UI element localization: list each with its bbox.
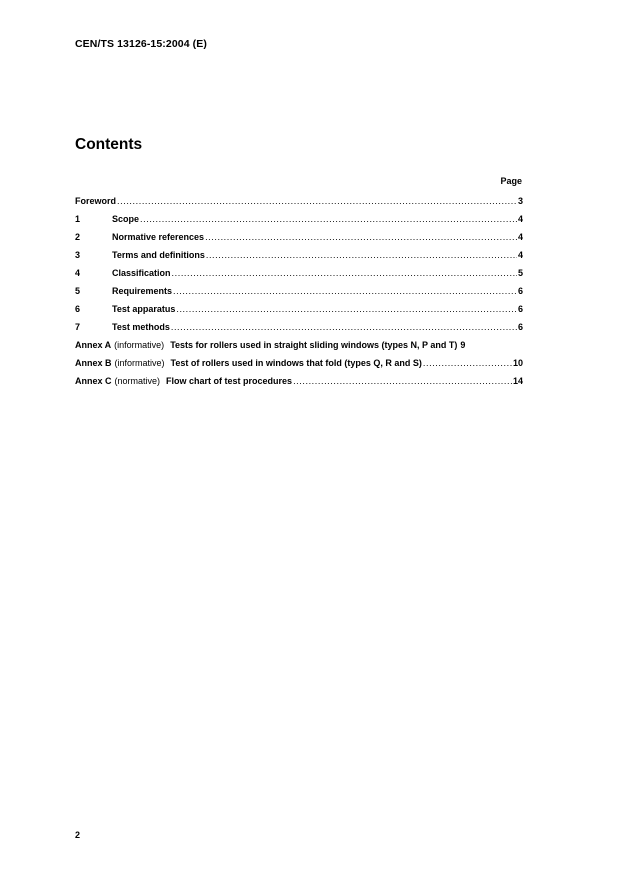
- toc-entry-page: 4: [517, 250, 523, 260]
- toc-entry-title: Test of rollers used in windows that fold (types Q, R and S): [170, 358, 422, 368]
- toc-entry-title: Requirements: [112, 286, 173, 296]
- toc-entry-number: 1: [75, 214, 81, 224]
- annex-type: (informative): [114, 358, 165, 368]
- toc-entry-normative-references[interactable]: [75, 228, 523, 246]
- toc-entry-title: Foreword: [75, 196, 117, 206]
- toc-entry-page: 6: [517, 322, 523, 332]
- annex-label: Annex A: [75, 340, 112, 350]
- toc-entry-number: 7: [75, 322, 81, 332]
- document-header: CEN/TS 13126-15:2004 (E): [75, 38, 207, 50]
- toc-entry-terms-and-definitions[interactable]: [75, 246, 523, 264]
- toc-entry-annex-b[interactable]: [75, 354, 523, 372]
- leader-dots: [423, 354, 512, 372]
- toc-entry-number: 3: [75, 250, 81, 260]
- page-column-label: Page: [500, 176, 522, 186]
- toc-entry-test-apparatus[interactable]: [75, 300, 523, 318]
- leader-dots: [172, 264, 517, 282]
- toc-entry-page: 10: [512, 358, 523, 368]
- table-of-contents: [75, 192, 523, 390]
- toc-entry-page: 3: [517, 196, 523, 206]
- toc-entry-page: 9: [460, 340, 466, 350]
- toc-entry-number: 2: [75, 232, 81, 242]
- toc-entry-page: 5: [517, 268, 523, 278]
- toc-entry-foreword[interactable]: [75, 192, 523, 210]
- annex-label: Annex C: [75, 376, 112, 386]
- toc-entry-classification[interactable]: [75, 264, 523, 282]
- toc-entry-title: Tests for rollers used in straight sliding windows (types N, P and T): [170, 340, 458, 350]
- annex-label: Annex B: [75, 358, 112, 368]
- toc-entry-title: Normative references: [112, 232, 205, 242]
- toc-entry-requirements[interactable]: [75, 282, 523, 300]
- annex-type: (informative): [114, 340, 165, 350]
- toc-entry-title: Classification: [112, 268, 171, 278]
- toc-entry-number: 5: [75, 286, 81, 296]
- leader-dots: [293, 372, 512, 390]
- toc-entry-annex-a[interactable]: [75, 336, 523, 354]
- toc-entry-page: 4: [517, 214, 523, 224]
- toc-entry-page: 14: [512, 376, 523, 386]
- toc-entry-page: 6: [517, 304, 523, 314]
- leader-dots: [176, 300, 517, 318]
- page-number: 2: [75, 830, 81, 840]
- leader-dots: [140, 210, 517, 228]
- annex-type: (normative): [114, 376, 161, 386]
- leader-dots: [171, 318, 517, 336]
- toc-entry-title: Test methods: [112, 322, 170, 332]
- toc-entry-title: Test apparatus: [112, 304, 176, 314]
- toc-entry-page: 4: [517, 232, 523, 242]
- toc-entry-annex-c[interactable]: [75, 372, 523, 390]
- toc-entry-number: 6: [75, 304, 81, 314]
- leader-dots: [205, 228, 517, 246]
- toc-entry-title: Flow chart of test procedures: [166, 376, 293, 386]
- leader-dots: [173, 282, 517, 300]
- toc-entry-number: 4: [75, 268, 81, 278]
- toc-entry-title: Terms and definitions: [112, 250, 205, 260]
- toc-entry-scope[interactable]: [75, 210, 523, 228]
- leader-dots: [206, 246, 517, 264]
- toc-entry-title: Scope: [112, 214, 140, 224]
- toc-entry-test-methods[interactable]: [75, 318, 523, 336]
- leader-dots: [117, 192, 517, 210]
- toc-entry-page: 6: [517, 286, 523, 296]
- contents-title: Contents: [75, 136, 143, 153]
